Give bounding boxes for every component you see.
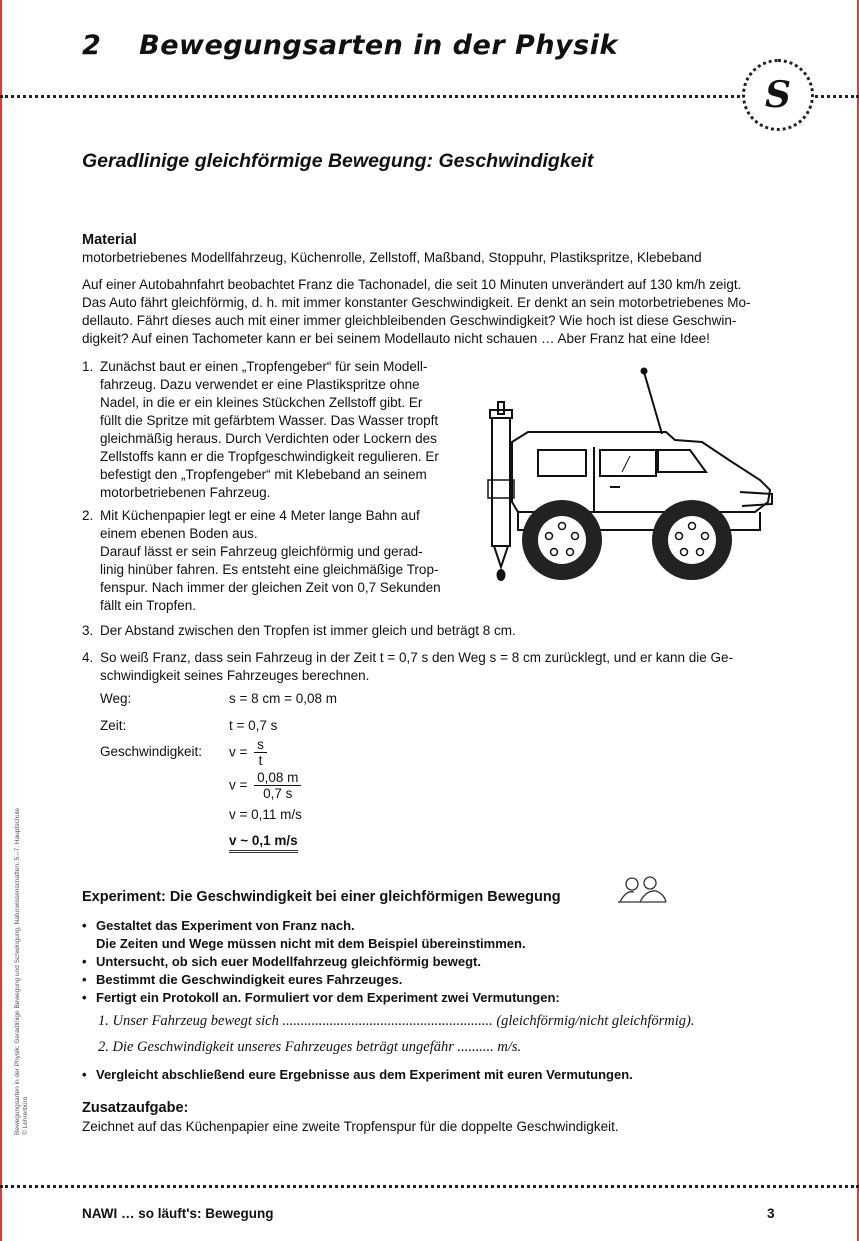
final-result: v ~ 0,1 m/s (229, 833, 298, 853)
formula-v-values (229, 770, 301, 802)
experiment-final-bullet (82, 1066, 782, 1084)
calc-value-weg: s = 8 cm = 0,08 m (229, 691, 338, 706)
experiment-title: Experiment: Die Geschwindigkeit bei einer gleichförmigen Bewegung (82, 889, 561, 905)
bullet-symbol: • (82, 990, 87, 1005)
step-line: schwindigkeit seines Fahrzeuges berechnen. (100, 668, 370, 683)
formula-prefix: v = (229, 744, 248, 760)
step-number: 2. (82, 508, 94, 523)
side-credit (14, 808, 30, 1135)
step-line: Nadel, in die er ein kleines Stückchen Zellstoff gibt. Er (100, 395, 423, 410)
model-car-illustration (470, 362, 775, 587)
chapter-badge (742, 59, 814, 131)
list-item (82, 953, 782, 971)
bullet-symbol: • (82, 1067, 87, 1082)
formula-numerator: s (254, 737, 267, 753)
front-wheel (522, 500, 602, 580)
step-line: fenspur. Nach immer der gleichen Zeit von 0,7 Sekunden (100, 580, 441, 595)
group-work-icon (616, 874, 668, 906)
bullet-symbol: • (82, 918, 87, 933)
step-line: gleichmäßig heraus. Durch Verdichten oder Lockern des (100, 431, 437, 446)
step-line: motorbetriebenen Fahrzeug. (100, 485, 271, 500)
side-credit-line: Bewegungsarten in der Physik, Geradlinige Bewegung und Schwingung, Naturwissenschaften, 5.–7. Hauptschule (14, 807, 21, 1135)
chapter-name: Bewegungsarten in der Physik (139, 30, 618, 61)
chapter-title (82, 30, 618, 61)
intro-line: Auf einer Autobahnfahrt beobachtet Franz die Tachonadel, die seit 10 Minuten unverändert auf 130 km/h zeigt. (82, 277, 742, 292)
step-number: 4. (82, 650, 94, 665)
formula-final (229, 833, 298, 848)
antenna (644, 372, 662, 434)
side-credit-line: © Lehrerbüro (22, 1096, 29, 1135)
experiment-bullet-list (82, 917, 782, 1007)
hypothesis-2: 2. Die Geschwindigkeit unseres Fahrzeuges beträgt ungefähr .......... m/s. (98, 1039, 522, 1055)
rear-wheel (652, 500, 732, 580)
step-2 (82, 507, 462, 615)
footer-title: NAWI … so läuft's: Bewegung (82, 1206, 274, 1221)
calc-label-zeit: Zeit: (100, 718, 127, 733)
extra-task-heading: Zusatzaufgabe: (82, 1100, 189, 1116)
list-item (82, 917, 782, 953)
step-line: linig hinüber fahren. Es entsteht eine gleichmäßige Trop- (100, 562, 439, 577)
step-line: Zunächst baut er einen „Tropfengeber“ für sein Modell- (100, 359, 428, 374)
step-number: 1. (82, 359, 94, 374)
step-4 (82, 649, 782, 685)
intro-line: dellauto. Fährt dieses auch mit einer immer gleichbleibenden Geschwindigkeit? Wie hoch ist diese Geschwin- (82, 313, 737, 328)
step-number: 3. (82, 623, 94, 638)
bullet-symbol: • (82, 972, 87, 987)
badge-letter: S (765, 74, 791, 116)
calc-label-weg: Weg: (100, 691, 132, 706)
list-item (82, 971, 782, 989)
bullet-line: Fertigt ein Protokoll an. Formuliert vor dem Experiment zwei Vermutungen: (96, 990, 560, 1005)
step-line: Mit Küchenpapier legt er eine 4 Meter lange Bahn auf (100, 508, 420, 523)
bullet-symbol: • (82, 954, 87, 969)
step-line: einem ebenen Boden aus. (100, 526, 258, 541)
step-3 (82, 622, 782, 640)
step-1 (82, 358, 462, 502)
hypothesis-1: 1. Unser Fahrzeug bewegt sich .......................................................... (gleichförmig/nicht gleichförmig). (98, 1013, 695, 1029)
formula-numerator: 0,08 m (254, 770, 301, 786)
bullet-line: Untersucht, ob sich euer Modellfahrzeug gleichförmig bewegt. (96, 954, 481, 969)
calc-label-geschwindigkeit: Geschwindigkeit: (100, 744, 203, 759)
step-line: fahrzeug. Dazu verwendet er eine Plastikspritze ohne (100, 377, 420, 392)
step-line: fällt ein Tropfen. (100, 598, 197, 613)
step-line: Der Abstand zwischen den Tropfen ist immer gleich und beträgt 8 cm. (100, 623, 516, 638)
material-list: motorbetriebenes Modellfahrzeug, Küchenrolle, Zellstoff, Maßband, Stoppuhr, Plastikspritze, Klebeband (82, 250, 702, 265)
bullet-line: Bestimmt die Geschwindigkeit eures Fahrzeuges. (96, 972, 403, 987)
formula-v-result: v = 0,11 m/s (229, 807, 302, 822)
header-dotted-rule (0, 95, 859, 98)
list-item (82, 989, 782, 1007)
step-line: befestigt den „Tropfengeber“ mit Klebeband an seinem (100, 467, 427, 482)
bullet-line: Vergleicht abschließend eure Ergebnisse aus dem Experiment mit euren Vermutungen. (96, 1067, 633, 1082)
bullet-line: Die Zeiten und Wege müssen nicht mit dem Beispiel übereinstimmen. (96, 936, 526, 951)
formula-v-s-t (229, 737, 267, 769)
bullet-line: Gestaltet das Experiment von Franz nach. (96, 918, 355, 933)
calc-value-zeit: t = 0,7 s (229, 718, 278, 733)
intro-line: digkeit? Auf einen Tachometer kann er bei seinem Modellauto nicht schauen … Aber Franz hat eine Idee! (82, 331, 710, 346)
formula-prefix: v = (229, 777, 248, 793)
list-item (82, 1066, 782, 1084)
material-heading: Material (82, 232, 137, 248)
formula-denominator: t (258, 753, 263, 768)
footer-dotted-rule (0, 1185, 859, 1188)
extra-task-text: Zeichnet auf das Küchenpapier eine zweite Tropfenspur für die doppelte Geschwindigkeit. (82, 1119, 619, 1134)
intro-paragraph (82, 276, 779, 348)
page-number: 3 (767, 1206, 775, 1221)
step-line: Zellstoffs kann er die Tropfgeschwindigkeit regulieren. Er (100, 449, 439, 464)
step-line: Darauf lässt er sein Fahrzeug gleichförmig und gerad- (100, 544, 423, 559)
chapter-number: 2 (82, 30, 102, 61)
formula-denominator: 0,7 s (263, 786, 293, 801)
intro-line: Das Auto fährt gleichförmig, d. h. mit immer konstanter Geschwindigkeit. Er denkt an sein motorbetriebenes Mo- (82, 295, 751, 310)
step-line: füllt die Spritze mit gefärbtem Wasser. Das Wasser tropft (100, 413, 439, 428)
step-line: So weiß Franz, dass sein Fahrzeug in der Zeit t = 0,7 s den Weg s = 8 cm zurücklegt, und er kann die Ge- (100, 650, 734, 665)
section-title: Geradlinige gleichförmige Bewegung: Geschwindigkeit (82, 150, 594, 172)
